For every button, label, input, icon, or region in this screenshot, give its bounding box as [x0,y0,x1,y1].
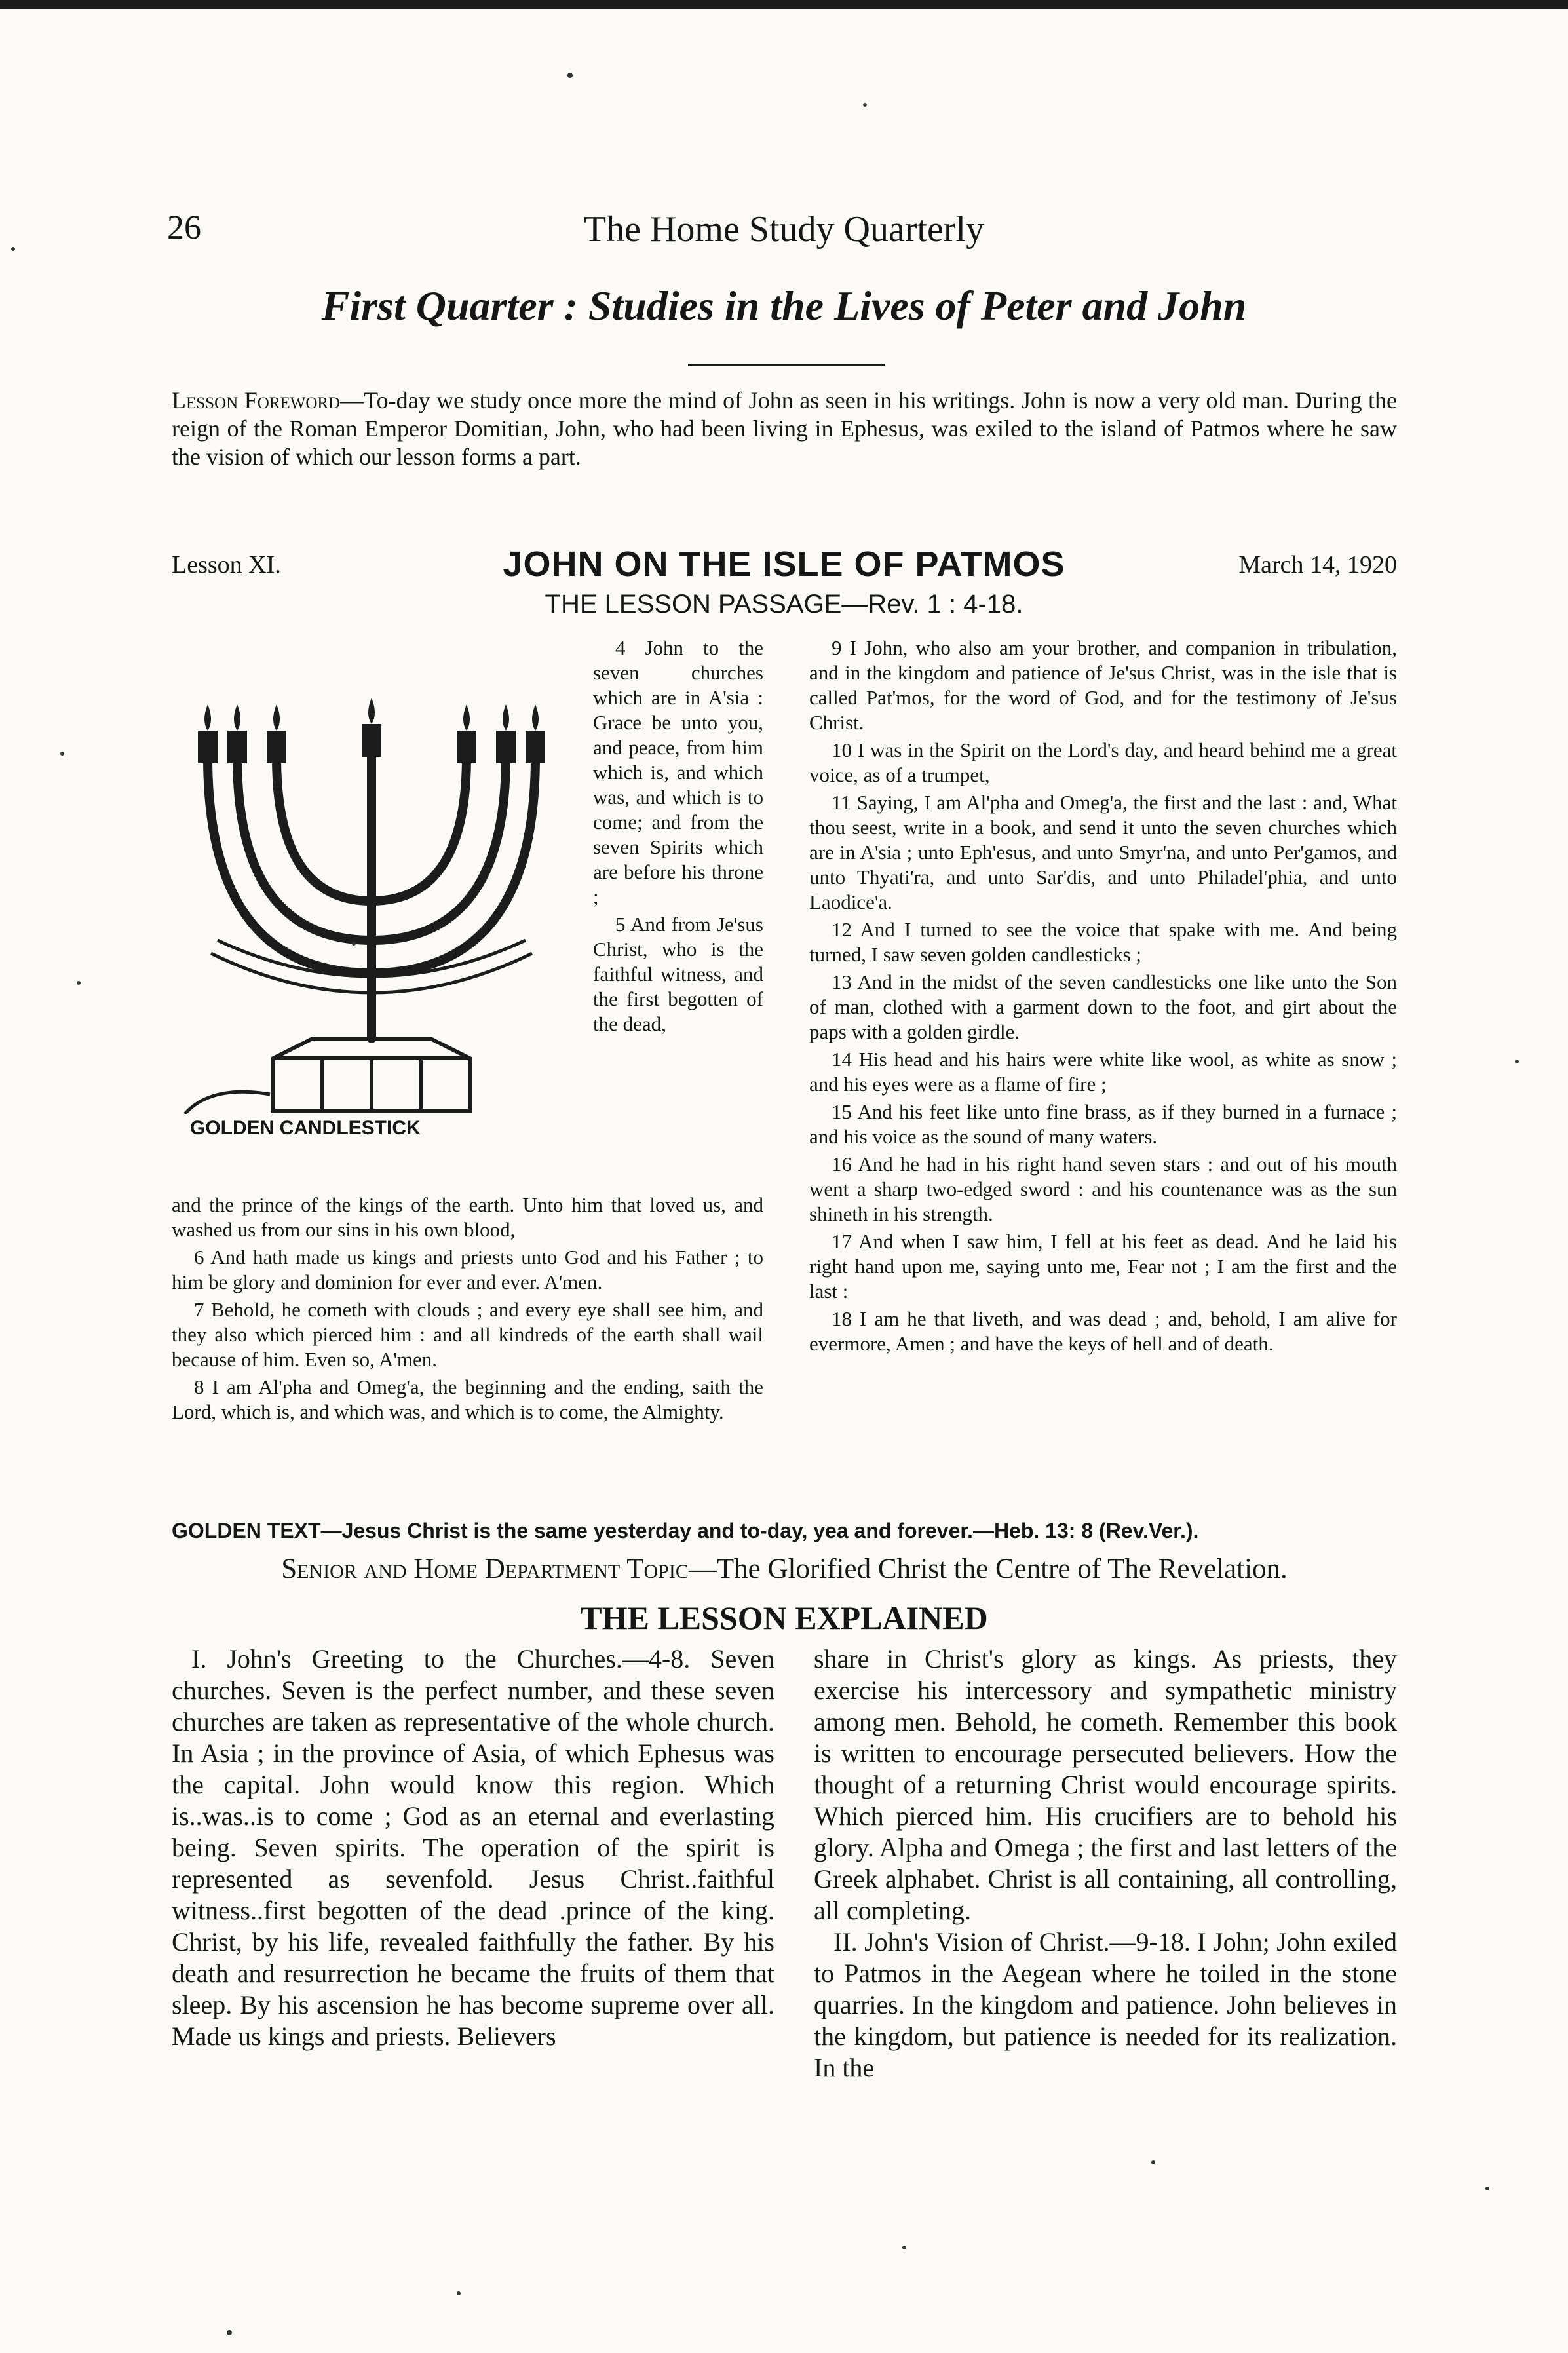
verse: 15 And his feet like unto fine brass, as if they burned in a furnace ; and his voice as the sound of many waters. [809,1100,1397,1148]
topic-label: Senior and Home Department Topic [281,1554,689,1584]
lesson-date: March 14, 1920 [1238,551,1397,579]
topic-text: —The Glorified Christ the Centre of The Revelation. [688,1554,1288,1584]
foreword-label: Lesson Foreword [172,387,341,413]
verse: 5 And from Je'sus Christ, who is the faithful witness, and the first begotten of the dead, [593,913,763,1035]
verse: 18 I am he that liveth, and was dead ; and, behold, I am alive for evermore, Amen ; and have the keys of hell and of death. [809,1307,1397,1355]
explained-heading: THE LESSON EXPLAINED [580,1599,988,1636]
running-head: The Home Study Quarterly [583,209,985,250]
foreword-text: —To-day we study once more the mind of John as seen in his writings. John is now a very old man. During the reign of the Roman Emperor Domitian, John, who had been living in Ephesus, was exiled to the island of Patmos where he saw the vision of which our lesson forms a part. [172,387,1397,470]
verse: 4 John to the seven churches which are in A'sia : Grace be unto you, and peace, from him which is, and which was, and which is to come; and from the seven Spirits which are before his throne ; [593,636,763,908]
verse: 13 And in the midst of the seven candlesticks one like unto the Son of man, clothed with a garment down to the foot, and girt about the paps with a golden girdle. [809,970,1397,1043]
verse: 10 I was in the Spirit on the Lord's day, and heard behind me a great voice, as of a trumpet, [809,738,1397,786]
passage-heading: THE LESSON PASSAGE—Rev. 1 : 4-18. [545,590,1023,619]
golden-text: GOLDEN TEXT—Jesus Christ is the same yesterday and to-day, yea and forever.—Heb. 13: 8 (Rev.Ver.). [172,1519,1199,1542]
verse: 7 Behold, he cometh with clouds ; and every eye shall see him, and they also which pierced him : and all kindreds of the earth shall wail because of him. Even so, A'men. [172,1298,763,1371]
verse: 16 And he had in his right hand seven stars : and out of his mouth went a sharp two-edged sword : and his countenance was as the sun shineth in his strength. [809,1153,1397,1225]
explanation-paragraph: I. John's Greeting to the Churches.—4-8. Seven churches. Seven is the perfect number, and these seven churches are taken as representative of the whole church. In Asia ; in the province of Asia, of which Ephesus was the capital. John would know this region. Which is..was..is to come ; God as an eternal and everlasting being. Seven spirits. The operation of the spirit is represented as sevenfold. Jesus Christ..faithful witness..first begotten of the dead .prince of the king. Christ, by his life, revealed faithfully the father. By his death and resurrection he became the fruits of them that sleep. By his ascension he has become supreme over all. Made us kings and priests. Believers [172,1644,774,2051]
page-number: 26 [167,209,201,246]
verse: 17 And when I saw him, I fell at his feet as dead. And he laid his right hand upon me, saying unto me, Fear not ; I am the first and the last : [809,1230,1397,1303]
verse: 9 I John, who also am your brother, and companion in tribulation, and in the kingdom and patience of Je'sus Christ, was in the isle that is called Pat'mos, for the word of God, and for the testimony of Je'sus Christ. [809,636,1397,734]
quarter-title: First Quarter : Studies in the Lives of Peter and John [321,282,1247,329]
lesson-number: Lesson XI. [172,551,281,579]
illustration-caption: GOLDEN CANDLESTICK [190,1117,421,1139]
verse: 11 Saying, I am Al'pha and Omeg'a, the first and the last : and, What thou seest, write in a book, and send it unto the seven churches which are in A'sia ; unto Eph'esus, and unto Smyr'na, and unto Per'gamos, and unto Thyati'ra, and unto Sar'dis, and unto Philadel'phia, and unto Laodice'a. [809,791,1397,913]
verse: 14 His head and his hairs were white like wool, as white as snow ; and his eyes were as a flame of fire ; [809,1048,1397,1096]
verse: 12 And I turned to see the voice that spake with me. And being turned, I saw seven golden candlesticks ; [809,918,1397,966]
verse: 8 I am Al'pha and Omeg'a, the beginning and the ending, saith the Lord, which is, and which was, and which is to come, the Almighty. [172,1375,763,1423]
explanation-paragraph: II. John's Vision of Christ.—9-18. I John; John exiled to Patmos in the Aegean where he toiled in the stone quarries. In the kingdom and patience. John believes in the kingdom, but patience is needed for its realization. In the [814,1927,1397,2082]
verse: and the prince of the kings of the earth. Unto him that loved us, and washed us from our sins in his own blood, [172,1193,763,1241]
verse: 6 And hath made us kings and priests unto God and his Father ; to him be glory and dominion for ever and ever. A'men. [172,1246,763,1293]
lesson-title: JOHN ON THE ISLE OF PATMOS [503,545,1065,584]
explanation-paragraph: share in Christ's glory as kings. As priests, they exercise his intercessory and sympathetic ministry among men. Behold, he cometh. Remember this book is written to encourage persecuted believers. How the thought of a returning Christ would encourage spirits. Which pierced him. His crucifiers are to behold his glory. Alpha and Omega ; the first and last letters of the Greek alphabet. Christ is all containing, all controlling, all completing. [814,1644,1397,1925]
